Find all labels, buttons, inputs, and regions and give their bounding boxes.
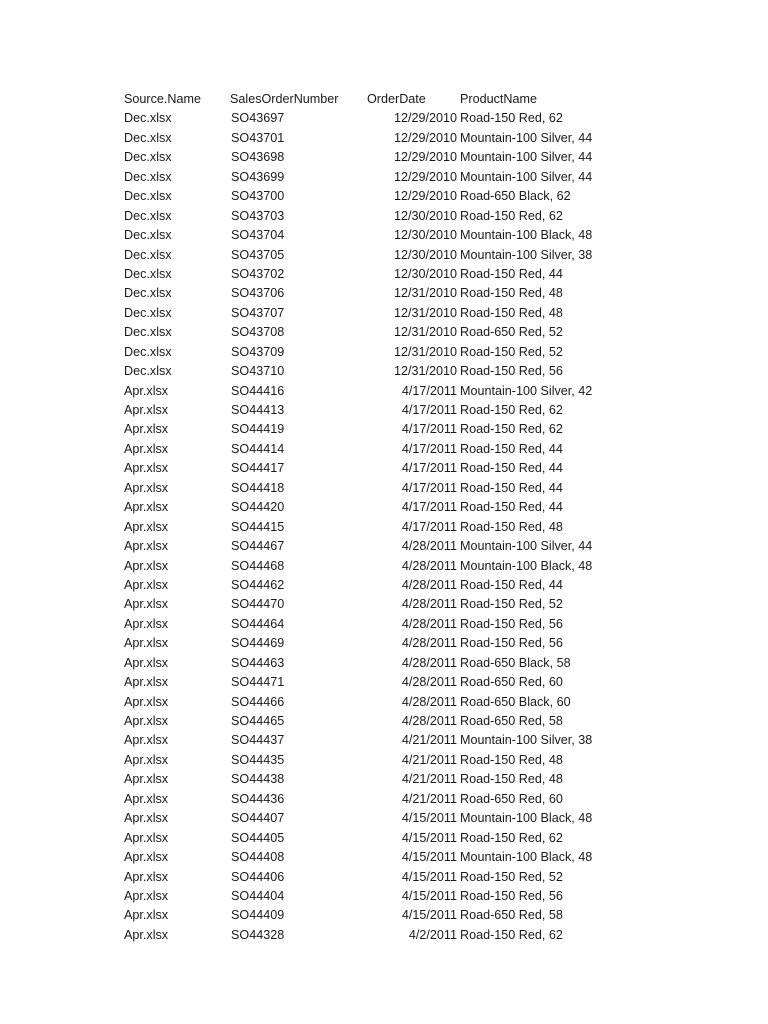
cell-source-name[interactable]: Apr.xlsx xyxy=(124,403,169,417)
cell-order-date[interactable]: 12/31/2010 xyxy=(393,325,457,340)
table-row xyxy=(124,343,644,362)
cell-product-name[interactable]: Road-650 Red, 60 xyxy=(460,675,563,690)
cell-product-name[interactable]: Mountain-100 Silver, 38 xyxy=(460,733,593,748)
cell-product-name[interactable]: Road-150 Red, 56 xyxy=(460,636,563,651)
cell-product-name[interactable]: Road-150 Red, 48 xyxy=(460,305,563,320)
cell-order-date[interactable]: 12/30/2010 xyxy=(393,228,457,243)
table-row xyxy=(124,848,644,867)
cell-source-name[interactable]: Apr.xlsx xyxy=(124,675,169,690)
cell-sales-order-number[interactable]: SO44405 xyxy=(231,830,285,845)
cell-source-name[interactable]: Dec.xlsx xyxy=(124,247,172,262)
table-row xyxy=(124,187,644,206)
cell-product-name[interactable]: Road-650 Red, 58 xyxy=(460,714,563,728)
header-sales-order-number[interactable]: SalesOrderNumber xyxy=(230,92,339,106)
cell-sales-order-number[interactable]: SO43698 xyxy=(231,150,285,165)
table-row xyxy=(124,148,644,167)
cell-source-name[interactable]: Apr.xlsx xyxy=(124,597,169,612)
table-row xyxy=(124,770,644,789)
cell-product-name[interactable]: Road-150 Red, 48 xyxy=(460,519,563,534)
header-product-name[interactable]: ProductName xyxy=(460,92,537,106)
cell-product-name[interactable]: Road-150 Red, 62 xyxy=(460,927,563,942)
cell-sales-order-number[interactable]: SO44328 xyxy=(231,927,285,942)
table-row xyxy=(124,537,644,556)
cell-order-date[interactable]: 4/15/2011 xyxy=(401,850,457,865)
cell-sales-order-number[interactable]: SO44413 xyxy=(231,403,285,417)
cell-sales-order-number[interactable]: SO44463 xyxy=(231,655,285,670)
cell-product-name[interactable]: Road-150 Red, 44 xyxy=(460,441,563,456)
cell-product-name[interactable]: Road-150 Red, 62 xyxy=(460,208,563,223)
cell-source-name[interactable]: Dec.xlsx xyxy=(124,208,172,223)
cell-product-name[interactable]: Mountain-100 Silver, 44 xyxy=(460,130,593,145)
cell-sales-order-number[interactable]: SO44470 xyxy=(231,597,285,612)
cell-sales-order-number[interactable]: SO43702 xyxy=(231,266,285,281)
cell-product-name[interactable]: Road-650 Red, 60 xyxy=(460,791,563,806)
table-row xyxy=(124,712,644,731)
cell-order-date[interactable]: 12/29/2010 xyxy=(393,189,457,204)
cell-source-name[interactable]: Apr.xlsx xyxy=(124,714,169,728)
header-row xyxy=(124,90,644,109)
table-row xyxy=(124,459,644,478)
table-row xyxy=(124,226,644,245)
cell-order-date[interactable]: 4/17/2011 xyxy=(401,403,457,417)
table-row xyxy=(124,615,644,634)
table-row xyxy=(124,440,644,459)
cell-source-name[interactable]: Apr.xlsx xyxy=(124,539,169,554)
cell-order-date[interactable]: 12/31/2010 xyxy=(393,364,457,379)
cell-order-date[interactable]: 4/28/2011 xyxy=(401,597,457,612)
cell-source-name[interactable]: Dec.xlsx xyxy=(124,266,172,281)
cell-product-name[interactable]: Road-650 Black, 60 xyxy=(460,694,571,709)
cell-source-name[interactable]: Dec.xlsx xyxy=(124,150,172,165)
table-row xyxy=(124,654,644,673)
cell-source-name[interactable]: Apr.xlsx xyxy=(124,927,169,942)
cell-product-name[interactable]: Road-150 Red, 48 xyxy=(460,286,563,301)
cell-order-date[interactable]: 4/15/2011 xyxy=(401,869,457,884)
cell-sales-order-number[interactable]: SO43700 xyxy=(231,189,285,204)
cell-sales-order-number[interactable]: SO44419 xyxy=(231,422,285,437)
cell-order-date[interactable]: 12/31/2010 xyxy=(393,344,457,359)
cell-order-date[interactable]: 4/21/2011 xyxy=(401,772,457,787)
cell-source-name[interactable]: Apr.xlsx xyxy=(124,636,169,651)
cell-sales-order-number[interactable]: SO44462 xyxy=(231,577,285,592)
cell-order-date[interactable]: 4/21/2011 xyxy=(401,752,457,767)
cell-sales-order-number[interactable]: SO44420 xyxy=(231,500,285,515)
cell-product-name[interactable]: Road-150 Red, 62 xyxy=(460,422,563,437)
cell-product-name[interactable]: Road-150 Red, 44 xyxy=(460,461,563,476)
cell-product-name[interactable]: Mountain-100 Black, 48 xyxy=(460,558,593,573)
table-row xyxy=(124,207,644,226)
cell-product-name[interactable]: Road-150 Red, 44 xyxy=(460,480,563,495)
cell-product-name[interactable]: Road-150 Red, 48 xyxy=(460,772,563,787)
table-row xyxy=(124,790,644,809)
cell-order-date[interactable]: 4/28/2011 xyxy=(401,558,457,573)
cell-product-name[interactable]: Mountain-100 Black, 48 xyxy=(460,850,593,865)
cell-product-name[interactable]: Road-150 Red, 56 xyxy=(460,364,563,379)
cell-source-name[interactable]: Apr.xlsx xyxy=(124,791,169,806)
cell-order-date[interactable]: 4/28/2011 xyxy=(401,675,457,690)
cell-order-date[interactable]: 4/28/2011 xyxy=(401,577,457,592)
cell-order-date[interactable]: 4/28/2011 xyxy=(401,714,457,728)
table-row xyxy=(124,284,644,303)
cell-product-name[interactable]: Mountain-100 Silver, 38 xyxy=(460,247,593,262)
cell-source-name[interactable]: Dec.xlsx xyxy=(124,189,172,204)
cell-source-name[interactable]: Apr.xlsx xyxy=(124,422,169,437)
table-row xyxy=(124,673,644,692)
cell-sales-order-number[interactable]: SO44416 xyxy=(231,383,285,398)
cell-sales-order-number[interactable]: SO44436 xyxy=(231,791,285,806)
table-row xyxy=(124,809,644,828)
cell-product-name[interactable]: Mountain-100 Silver, 44 xyxy=(460,150,593,165)
cell-order-date[interactable]: 4/17/2011 xyxy=(401,461,457,476)
cell-order-date[interactable]: 12/29/2010 xyxy=(393,111,457,126)
cell-sales-order-number[interactable]: SO44469 xyxy=(231,636,285,651)
cell-source-name[interactable]: Apr.xlsx xyxy=(124,461,169,476)
table-row xyxy=(124,634,644,653)
cell-sales-order-number[interactable]: SO44468 xyxy=(231,558,285,573)
cell-sales-order-number[interactable]: SO44406 xyxy=(231,869,285,884)
table-row xyxy=(124,420,644,439)
header-source-name[interactable]: Source.Name xyxy=(124,92,201,106)
cell-order-date[interactable]: 4/17/2011 xyxy=(401,441,457,456)
cell-sales-order-number[interactable]: SO44465 xyxy=(231,714,285,728)
cell-product-name[interactable]: Mountain-100 Silver, 44 xyxy=(460,539,593,554)
cell-sales-order-number[interactable]: SO44414 xyxy=(231,441,285,456)
table-body xyxy=(124,109,644,945)
cell-sales-order-number[interactable]: SO44418 xyxy=(231,480,285,495)
cell-source-name[interactable]: Dec.xlsx xyxy=(124,228,172,243)
cell-sales-order-number[interactable]: SO43709 xyxy=(231,344,285,359)
cell-sales-order-number[interactable]: SO43706 xyxy=(231,286,285,301)
spreadsheet-table xyxy=(124,90,644,945)
cell-order-date[interactable]: 4/21/2011 xyxy=(401,733,457,748)
table-row xyxy=(124,246,644,265)
cell-product-name[interactable]: Mountain-100 Silver, 44 xyxy=(460,169,593,184)
cell-sales-order-number[interactable]: SO44438 xyxy=(231,772,285,787)
cell-sales-order-number[interactable]: SO43701 xyxy=(231,130,285,145)
cell-source-name[interactable]: Apr.xlsx xyxy=(124,850,169,865)
cell-source-name[interactable]: Apr.xlsx xyxy=(124,519,169,534)
cell-product-name[interactable]: Road-150 Red, 52 xyxy=(460,597,563,612)
cell-source-name[interactable]: Apr.xlsx xyxy=(124,811,169,826)
cell-source-name[interactable]: Dec.xlsx xyxy=(124,364,172,379)
cell-product-name[interactable]: Road-650 Red, 52 xyxy=(460,325,563,340)
table-row xyxy=(124,479,644,498)
table-row xyxy=(124,926,644,945)
table-row xyxy=(124,751,644,770)
cell-order-date[interactable]: 12/31/2010 xyxy=(393,305,457,320)
cell-source-name[interactable]: Dec.xlsx xyxy=(124,169,172,184)
cell-product-name[interactable]: Road-150 Red, 62 xyxy=(460,830,563,845)
cell-order-date[interactable]: 4/28/2011 xyxy=(401,694,457,709)
cell-sales-order-number[interactable]: SO44467 xyxy=(231,539,285,554)
cell-sales-order-number[interactable]: SO43703 xyxy=(231,208,285,223)
cell-sales-order-number[interactable]: SO43710 xyxy=(231,364,285,379)
table-row xyxy=(124,304,644,323)
cell-product-name[interactable]: Road-150 Red, 44 xyxy=(460,577,563,592)
cell-source-name[interactable]: Apr.xlsx xyxy=(124,441,169,456)
cell-source-name[interactable]: Apr.xlsx xyxy=(124,616,169,631)
cell-product-name[interactable]: Road-150 Red, 62 xyxy=(460,403,563,417)
cell-order-date[interactable]: 4/28/2011 xyxy=(401,539,457,554)
cell-order-date[interactable]: 4/17/2011 xyxy=(401,480,457,495)
cell-source-name[interactable]: Apr.xlsx xyxy=(124,480,169,495)
cell-product-name[interactable]: Road-150 Red, 52 xyxy=(460,344,563,359)
cell-order-date[interactable]: 4/28/2011 xyxy=(401,616,457,631)
cell-order-date[interactable]: 12/30/2010 xyxy=(393,247,457,262)
cell-source-name[interactable]: Apr.xlsx xyxy=(124,830,169,845)
cell-source-name[interactable]: Apr.xlsx xyxy=(124,500,169,515)
cell-sales-order-number[interactable]: SO43707 xyxy=(231,305,285,320)
cell-source-name[interactable]: Dec.xlsx xyxy=(124,344,172,359)
cell-order-date[interactable]: 12/31/2010 xyxy=(393,286,457,301)
cell-source-name[interactable]: Apr.xlsx xyxy=(124,888,169,903)
cell-order-date[interactable]: 12/30/2010 xyxy=(393,208,457,223)
cell-sales-order-number[interactable]: SO44415 xyxy=(231,519,285,534)
cell-product-name[interactable]: Road-150 Red, 48 xyxy=(460,752,563,767)
cell-sales-order-number[interactable]: SO43705 xyxy=(231,247,285,262)
cell-source-name[interactable]: Dec.xlsx xyxy=(124,325,172,340)
cell-product-name[interactable]: Road-150 Red, 62 xyxy=(460,111,563,126)
cell-product-name[interactable]: Road-150 Red, 56 xyxy=(460,888,563,903)
cell-source-name[interactable]: Apr.xlsx xyxy=(124,577,169,592)
table-row xyxy=(124,109,644,128)
cell-order-date[interactable]: 4/15/2011 xyxy=(401,811,457,826)
cell-order-date[interactable]: 4/28/2011 xyxy=(401,636,457,651)
cell-product-name[interactable]: Road-650 Black, 62 xyxy=(460,189,571,204)
cell-source-name[interactable]: Apr.xlsx xyxy=(124,869,169,884)
cell-order-date[interactable]: 12/29/2010 xyxy=(393,130,457,145)
cell-sales-order-number[interactable]: SO43697 xyxy=(231,111,285,126)
cell-product-name[interactable]: Mountain-100 Black, 48 xyxy=(460,811,593,826)
table-row xyxy=(124,576,644,595)
cell-source-name[interactable]: Apr.xlsx xyxy=(124,558,169,573)
table-row xyxy=(124,557,644,576)
table-row xyxy=(124,906,644,925)
table-row xyxy=(124,595,644,614)
cell-sales-order-number[interactable]: SO44466 xyxy=(231,694,285,709)
cell-order-date[interactable]: 4/15/2011 xyxy=(401,830,457,845)
cell-product-name[interactable]: Road-650 Red, 58 xyxy=(460,908,563,923)
cell-sales-order-number[interactable]: SO44404 xyxy=(231,888,285,903)
cell-source-name[interactable]: Apr.xlsx xyxy=(124,383,169,398)
table-row xyxy=(124,693,644,712)
cell-order-date[interactable]: 4/17/2011 xyxy=(401,383,457,398)
cell-product-name[interactable]: Mountain-100 Silver, 42 xyxy=(460,383,593,398)
cell-sales-order-number[interactable]: SO43708 xyxy=(231,325,285,340)
table-row xyxy=(124,401,644,420)
cell-sales-order-number[interactable]: SO44407 xyxy=(231,811,285,826)
table-row xyxy=(124,731,644,750)
table-row xyxy=(124,518,644,537)
cell-source-name[interactable]: Apr.xlsx xyxy=(124,908,169,923)
cell-order-date[interactable]: 12/30/2010 xyxy=(393,266,457,281)
cell-product-name[interactable]: Road-150 Red, 44 xyxy=(460,266,563,281)
cell-product-name[interactable]: Mountain-100 Black, 48 xyxy=(460,228,593,243)
header-order-date[interactable]: OrderDate xyxy=(367,92,426,106)
cell-source-name[interactable]: Apr.xlsx xyxy=(124,655,169,670)
cell-order-date[interactable]: 4/2/2011 xyxy=(408,927,457,942)
cell-product-name[interactable]: Road-150 Red, 44 xyxy=(460,500,563,515)
table-row xyxy=(124,498,644,517)
table-row xyxy=(124,829,644,848)
cell-order-date[interactable]: 4/17/2011 xyxy=(401,422,457,437)
cell-source-name[interactable]: Dec.xlsx xyxy=(124,111,172,126)
table-row xyxy=(124,129,644,148)
cell-sales-order-number[interactable]: SO43704 xyxy=(231,228,285,243)
cell-source-name[interactable]: Dec.xlsx xyxy=(124,130,172,145)
cell-order-date[interactable]: 4/17/2011 xyxy=(401,500,457,515)
cell-product-name[interactable]: Road-150 Red, 52 xyxy=(460,869,563,884)
cell-source-name[interactable]: Apr.xlsx xyxy=(124,752,169,767)
cell-sales-order-number[interactable]: SO44471 xyxy=(231,675,285,690)
cell-sales-order-number[interactable]: SO44417 xyxy=(231,461,285,476)
cell-product-name[interactable]: Road-150 Red, 56 xyxy=(460,616,563,631)
cell-order-date[interactable]: 4/15/2011 xyxy=(401,908,457,923)
cell-sales-order-number[interactable]: SO44408 xyxy=(231,850,285,865)
table-row xyxy=(124,265,644,284)
cell-product-name[interactable]: Road-650 Black, 58 xyxy=(460,655,571,670)
cell-order-date[interactable]: 4/21/2011 xyxy=(401,791,457,806)
table-row xyxy=(124,382,644,401)
cell-sales-order-number[interactable]: SO44409 xyxy=(231,908,285,923)
table-row xyxy=(124,362,644,381)
cell-order-date[interactable]: 12/29/2010 xyxy=(393,150,457,165)
table-row xyxy=(124,323,644,342)
cell-order-date[interactable]: 4/28/2011 xyxy=(401,655,457,670)
cell-source-name[interactable]: Apr.xlsx xyxy=(124,694,169,709)
cell-order-date[interactable]: 12/29/2010 xyxy=(393,169,457,184)
table-row xyxy=(124,887,644,906)
cell-sales-order-number[interactable]: SO43699 xyxy=(231,169,285,184)
cell-order-date[interactable]: 4/17/2011 xyxy=(401,519,457,534)
table-row xyxy=(124,168,644,187)
cell-source-name[interactable]: Dec.xlsx xyxy=(124,305,172,320)
cell-order-date[interactable]: 4/15/2011 xyxy=(401,888,457,903)
cell-source-name[interactable]: Dec.xlsx xyxy=(124,286,172,301)
cell-source-name[interactable]: Apr.xlsx xyxy=(124,733,169,748)
cell-source-name[interactable]: Apr.xlsx xyxy=(124,772,169,787)
cell-sales-order-number[interactable]: SO44437 xyxy=(231,733,285,748)
cell-sales-order-number[interactable]: SO44464 xyxy=(231,616,285,631)
cell-sales-order-number[interactable]: SO44435 xyxy=(231,752,285,767)
table-row xyxy=(124,868,644,887)
